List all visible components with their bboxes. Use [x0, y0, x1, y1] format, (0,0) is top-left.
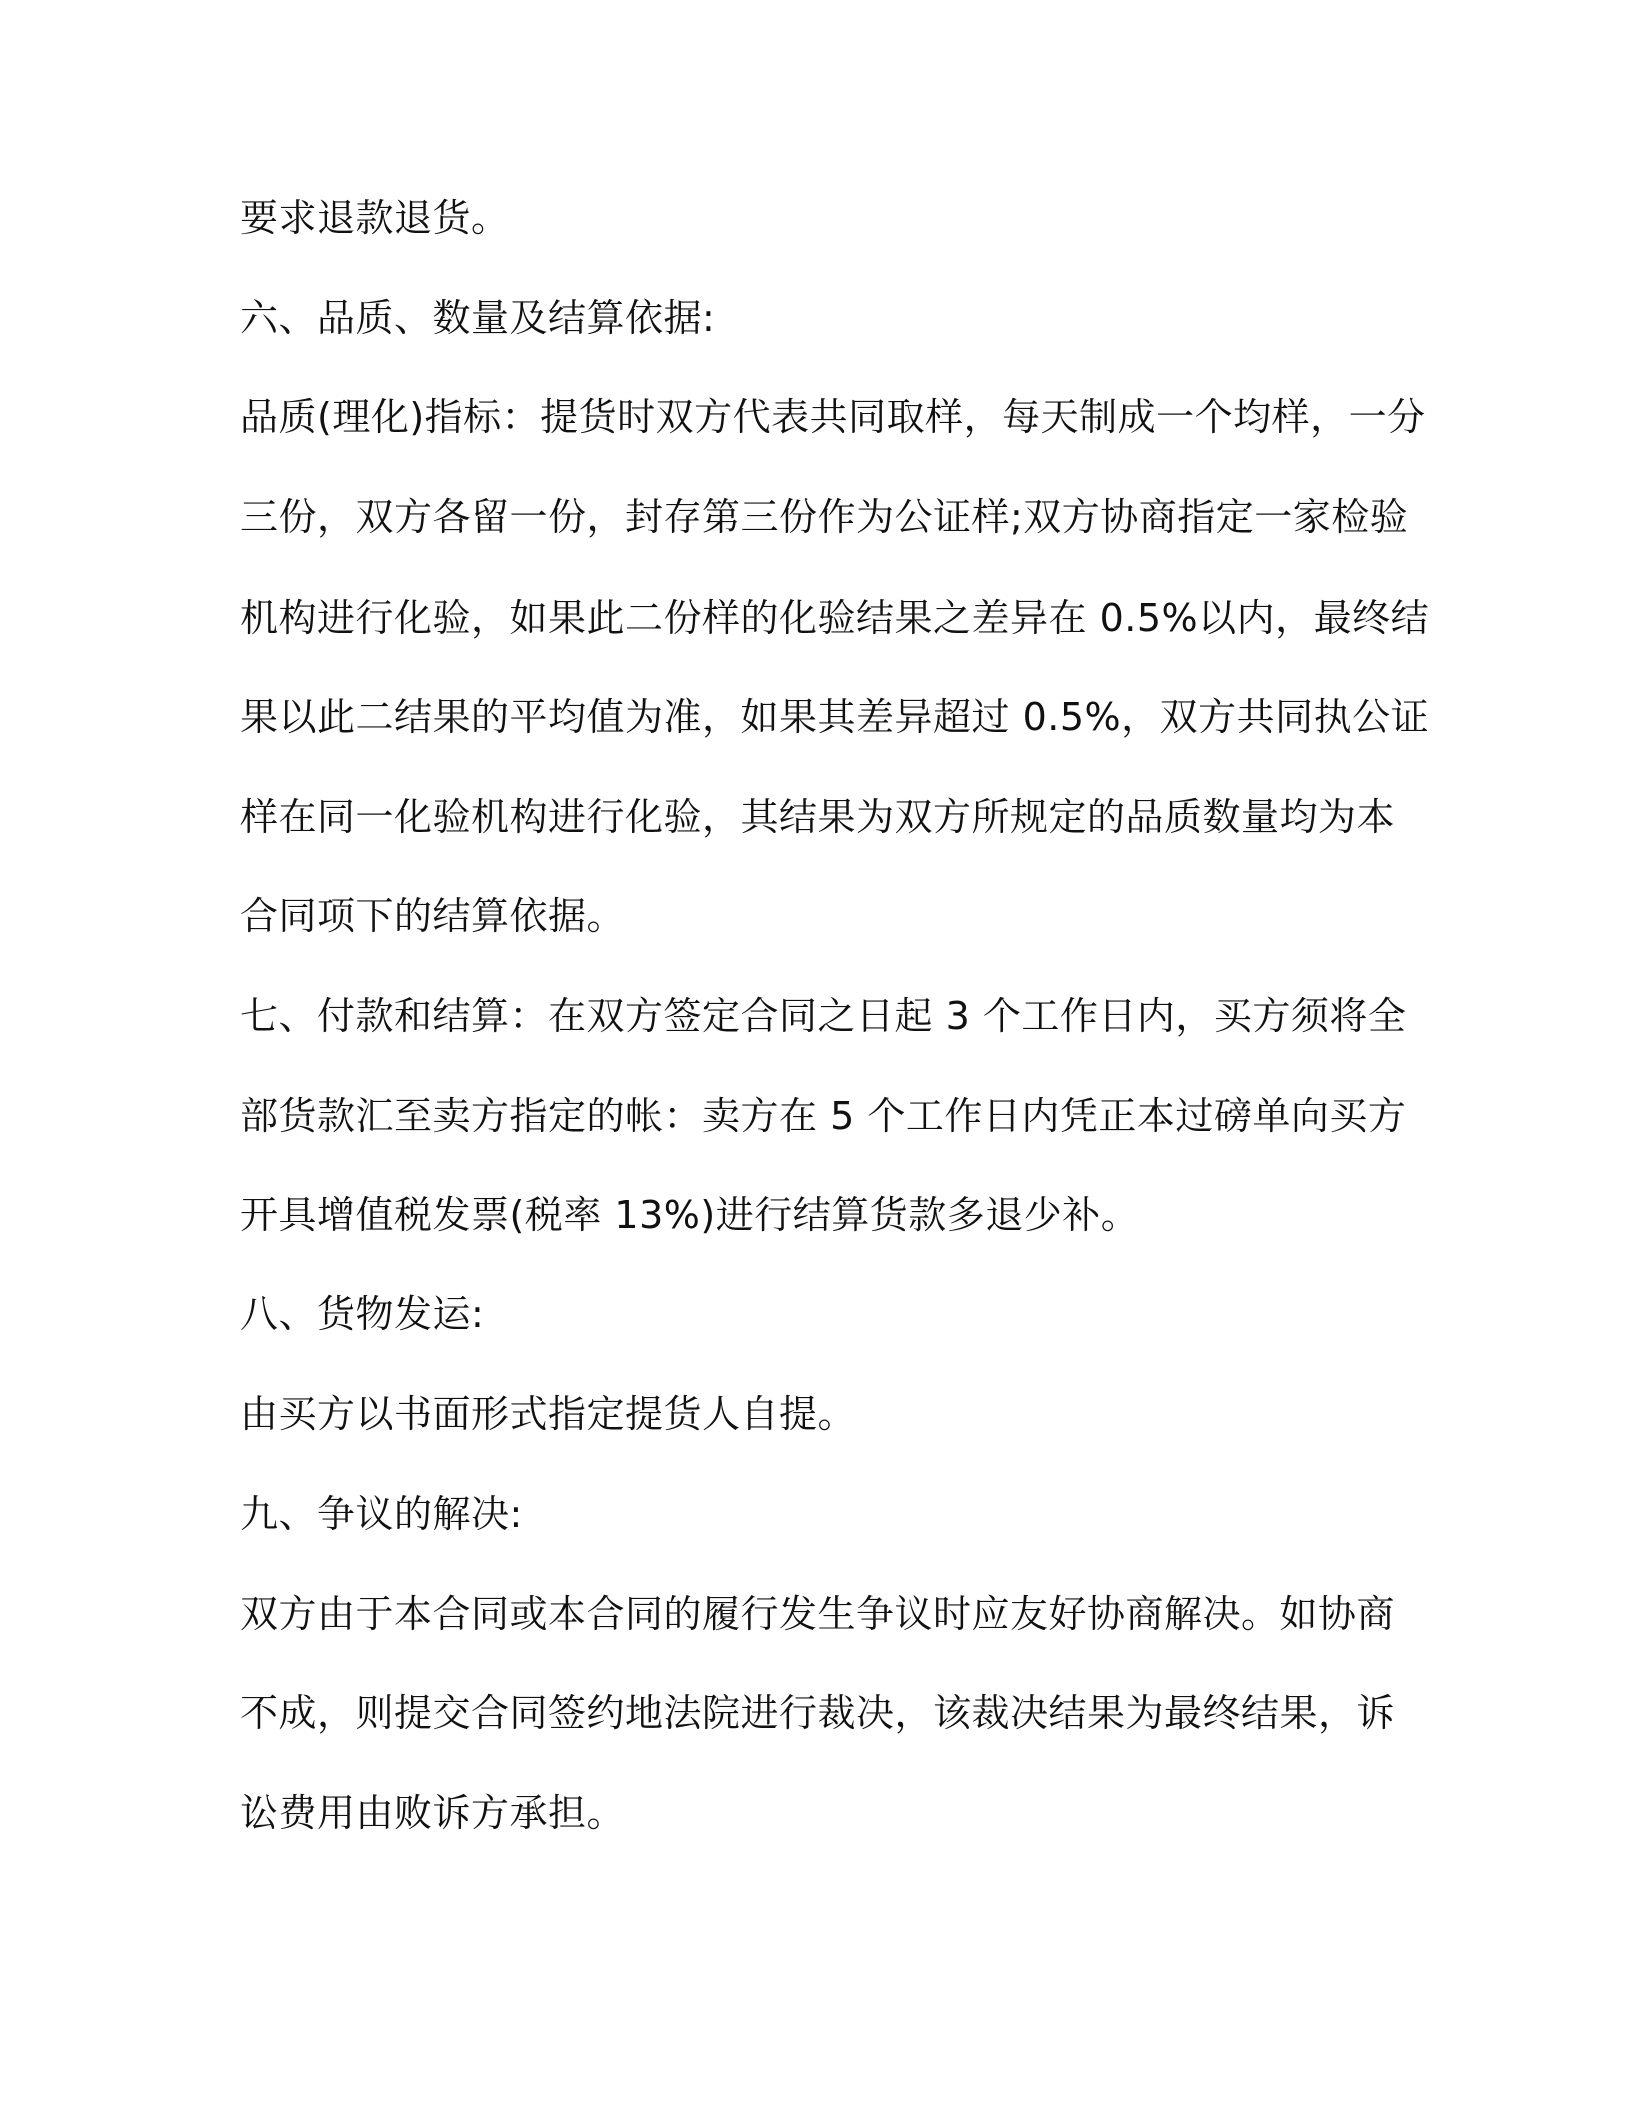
paragraph-line: 三份，双方各留一份，封存第三份作为公证样;双方协商指定一家检验: [240, 495, 1409, 539]
paragraph-line: 要求退款退货。: [240, 196, 510, 240]
paragraph-line: 由买方以书面形式指定提货人自提。: [240, 1392, 857, 1436]
paragraph-line: 讼费用由败诉方承担。: [240, 1791, 626, 1835]
section-heading-eight: 八、货物发运:: [240, 1292, 485, 1336]
paragraph-line: 合同项下的结算依据。: [240, 894, 626, 938]
section-heading-nine: 九、争议的解决:: [240, 1492, 523, 1536]
section-heading-seven: 七、付款和结算：在双方签定合同之日起 3 个工作日内，买方须将全: [240, 994, 1407, 1038]
paragraph-line: 开具增值税发票(税率 13%)进行结算货款多退少补。: [240, 1193, 1140, 1237]
paragraph-line: 品质(理化)指标：提货时双方代表共同取样，每天制成一个均样，一分: [240, 395, 1426, 439]
paragraph-line: 部货款汇至卖方指定的帐：卖方在 5 个工作日内凭正本过磅单向买方: [240, 1094, 1407, 1138]
paragraph-line: 双方由于本合同或本合同的履行发生争议时应友好协商解决。如协商: [240, 1592, 1396, 1636]
paragraph-line: 不成，则提交合同签约地法院进行裁决，该裁决结果为最终结果，诉: [240, 1691, 1396, 1735]
paragraph-line: 果以此二结果的平均值为准，如果其差异超过 0.5%，双方共同执公证: [240, 695, 1430, 739]
paragraph-line: 样在同一化验机构进行化验，其结果为双方所规定的品质数量均为本: [240, 795, 1396, 839]
section-heading-six: 六、品质、数量及结算依据:: [240, 296, 716, 340]
paragraph-line: 机构进行化验，如果此二份样的化验结果之差异在 0.5%以内，最终结: [240, 596, 1430, 640]
